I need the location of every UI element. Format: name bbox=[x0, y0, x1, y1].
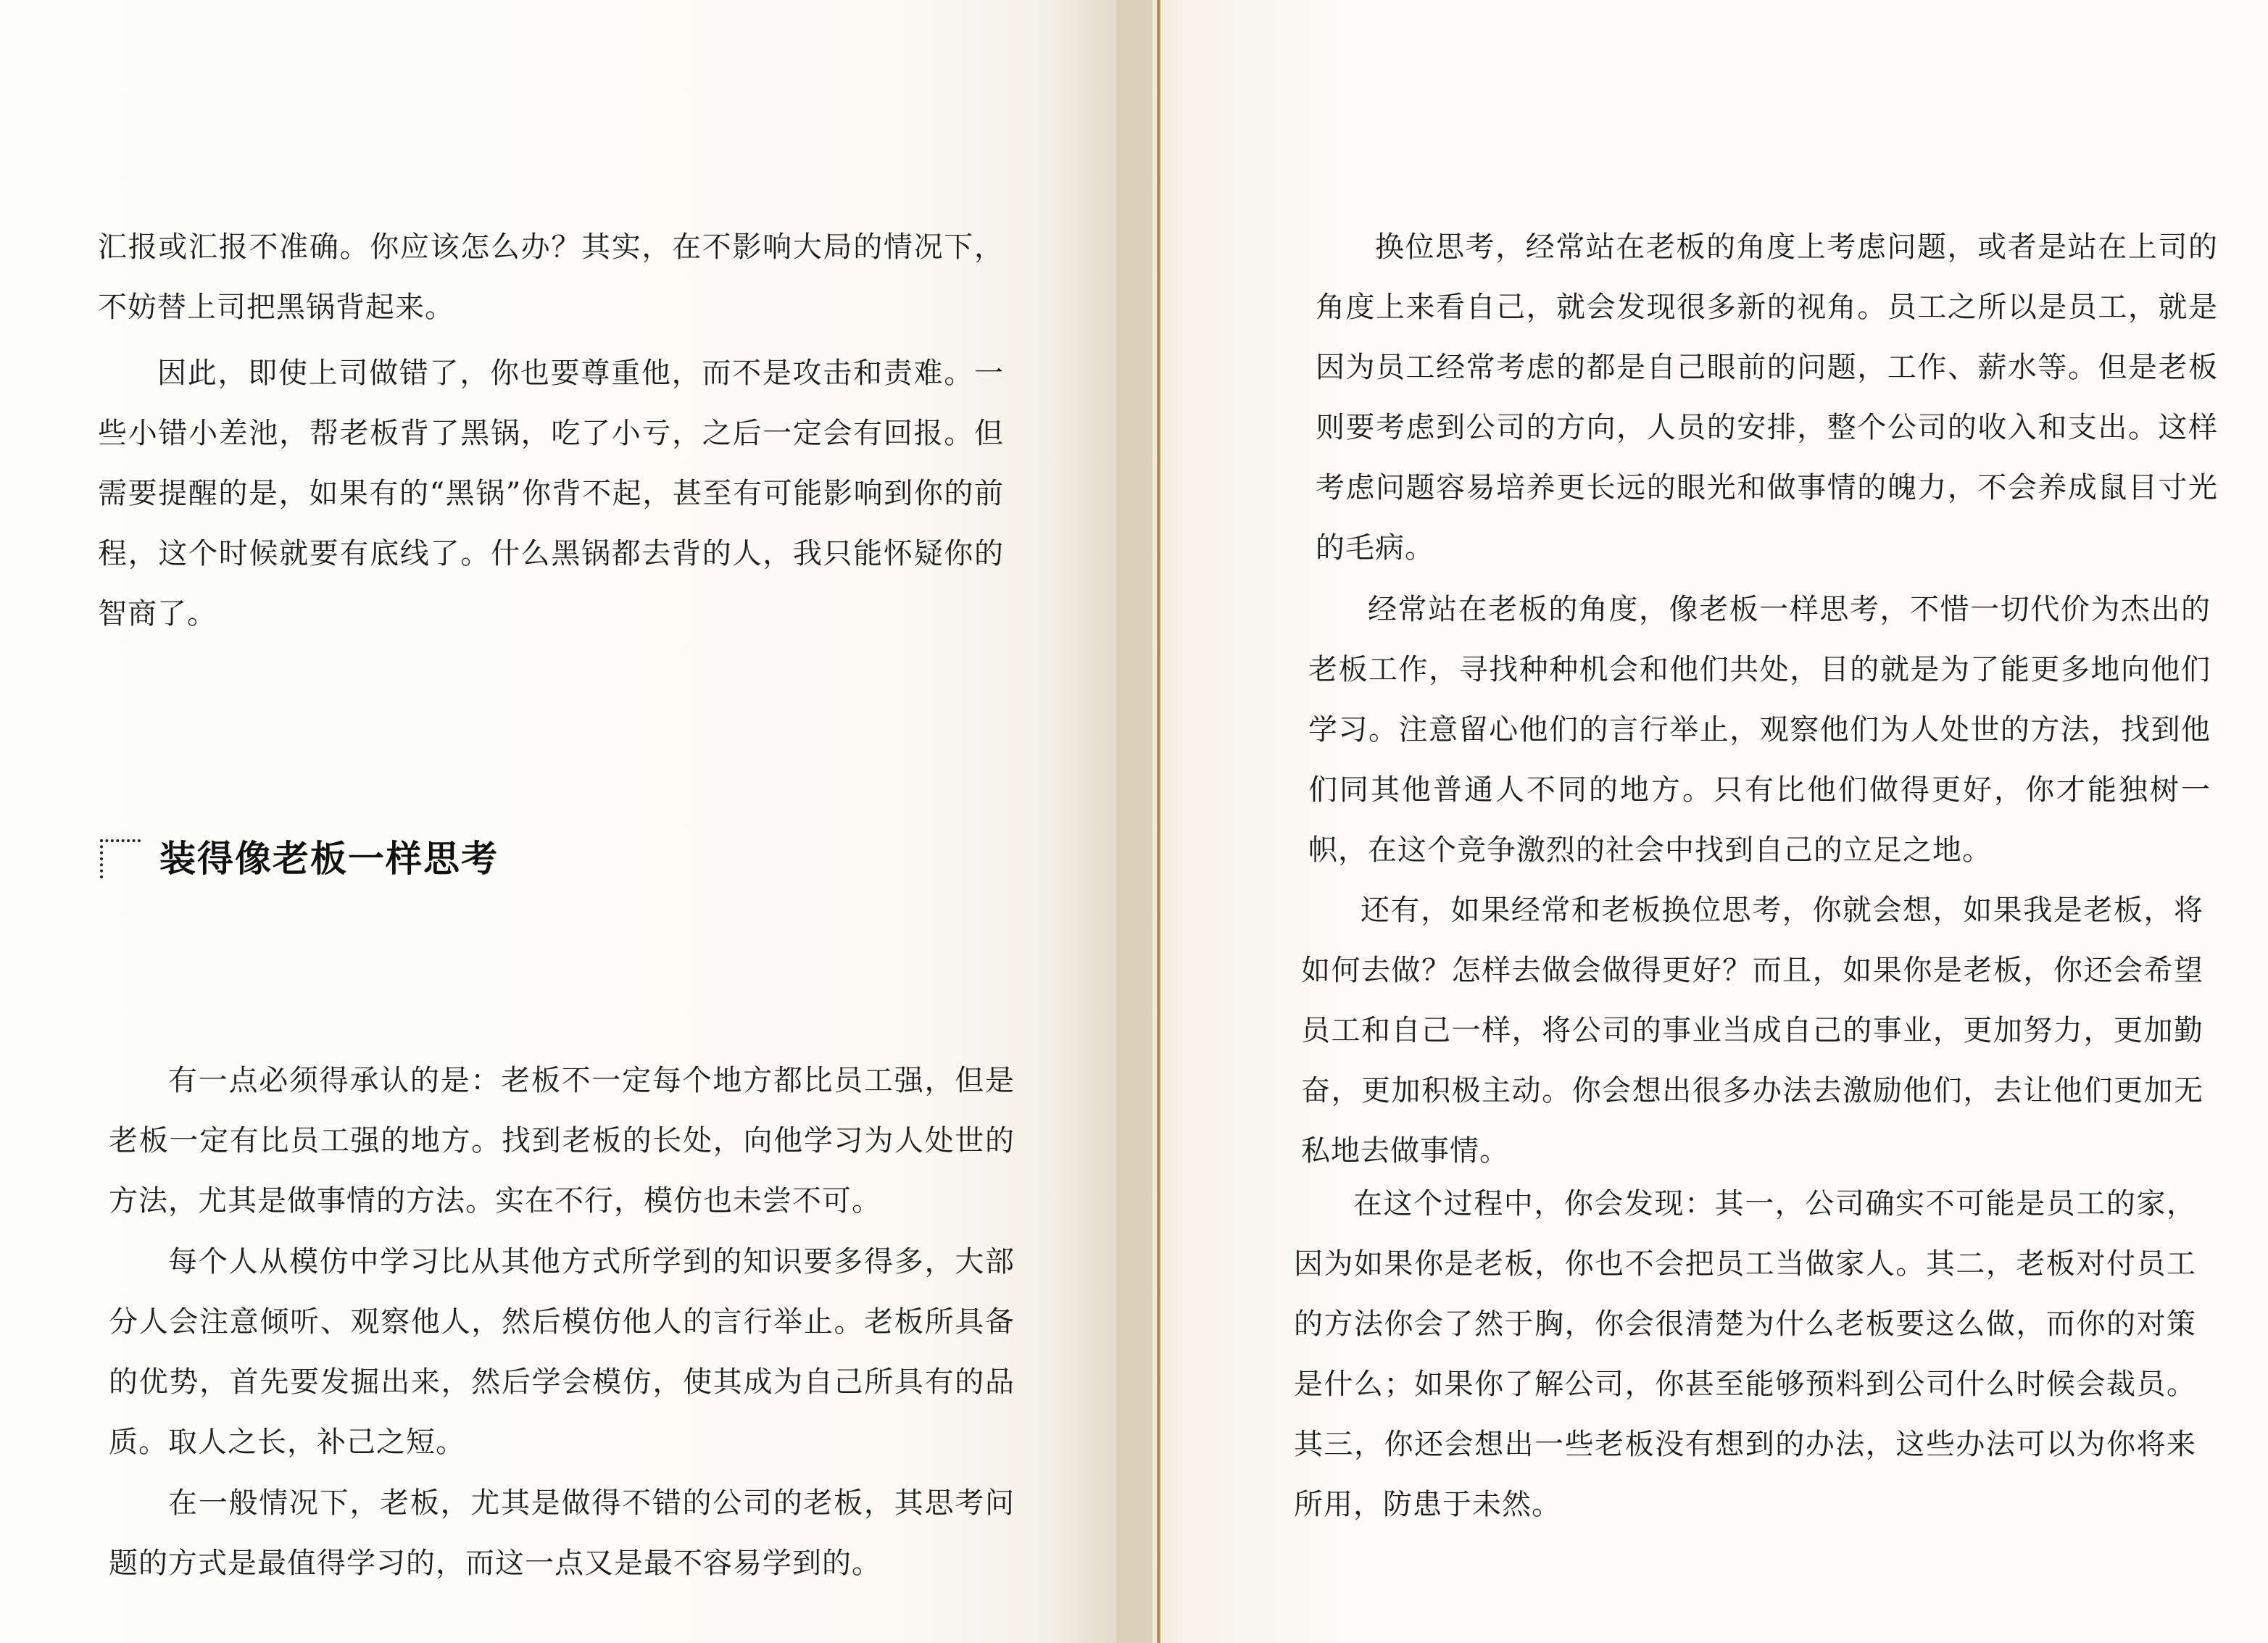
left-paragraph-5: 在一般情况下，老板，尤其是做得不错的公司的老板，其思考问题的方式是最值得学习的，而这一点又是最不容易学到的。 bbox=[109, 1486, 1015, 1580]
right-paragraph-3: 还有，如果经常和老板换位思考，你就会想，如果我是老板，将如何去做？怎样去做会做得更好？而且，如果你是老板，你还会希望员工和自己一样，将公司的事业当成自己的事业，更加努力，更加勤奋，更加积极主动。你会想出很多办法去激励他们，去让他们更加无私地去做事情。 bbox=[1301, 894, 2203, 1168]
left-paragraph-1: 汇报或汇报不准确。你应该怎么办？其实，在不影响大局的情况下，不妨替上司把黑锅背起来。 bbox=[98, 230, 1004, 324]
left-paragraph-2: 因此，即使上司做错了，你也要尊重他，而不是攻击和责难。一些小错小差池，帮老板背了黑锅，吃了小亏，之后一定会有回报。但需要提醒的是，如果有的“黑锅”你背不起，甚至有可能影响到你的前程，这个时候就要有底线了。什么黑锅都去背的人，我只能怀疑你的智商了。 bbox=[98, 357, 1004, 631]
binding-gutter-line bbox=[1157, 0, 1160, 1643]
gutter-shadow bbox=[1044, 0, 1152, 1643]
right-paragraph-4: 在这个过程中，你会发现：其一，公司确实不可能是员工的家，因为如果你是老板，你也不会把员工当做家人。其二，老板对付员工的方法你会了然于胸，你会很清楚为什么老板要这么做，而你的对策是什么；如果你了解公司，你甚至能够预料到公司什么时候会裁员。其三，你还会想出一些老板没有想到的办法，这些办法可以为你将来所用，防患于未然。 bbox=[1294, 1187, 2196, 1521]
left-paragraph-3: 有一点必须得承认的是：老板不一定每个地方都比员工强，但是老板一定有比员工强的地方。找到老板的长处，向他学习为人处世的方法，尤其是做事情的方法。实在不行，模仿也未尝不可。 bbox=[109, 1064, 1015, 1218]
right-paragraph-1: 换位思考，经常站在老板的角度上考虑问题，或者是站在上司的角度上来看自己，就会发现很多新的视角。员工之所以是员工，就是因为员工经常考虑的都是自己眼前的问题，工作、薪水等。但是老板则要考虑到公司的方向，人员的安排，整个公司的收入和支出。这样考虑问题容易培养更长远的眼光和做事情的魄力，不会养成鼠目寸光的毛病。 bbox=[1316, 230, 2218, 565]
left-paragraph-4: 每个人从模仿中学习比从其他方式所学到的知识要多得多，大部分人会注意倾听、观察他人，然后模仿他人的言行举止。老板所具备的优势，首先要发掘出来，然后学会模仿，使其成为自己所具有的品质。取人之长，补己之短。 bbox=[109, 1245, 1015, 1459]
right-page bbox=[1116, 0, 2268, 1643]
left-page bbox=[0, 0, 1116, 1643]
heading-dotted-bracket-icon bbox=[100, 839, 141, 878]
section-heading: 装得像老板一样思考 bbox=[159, 838, 499, 880]
right-paragraph-2: 经常站在老板的角度，像老板一样思考，不惜一切代价为杰出的老板工作，寻找种种机会和他们共处，目的就是为了能更多地向他们学习。注意留心他们的言行举止，观察他们为人处世的方法，找到他们同其他普通人不同的地方。只有比他们做得更好，你才能独树一帜，在这个竞争激烈的社会中找到自己的立足之地。 bbox=[1308, 593, 2211, 867]
